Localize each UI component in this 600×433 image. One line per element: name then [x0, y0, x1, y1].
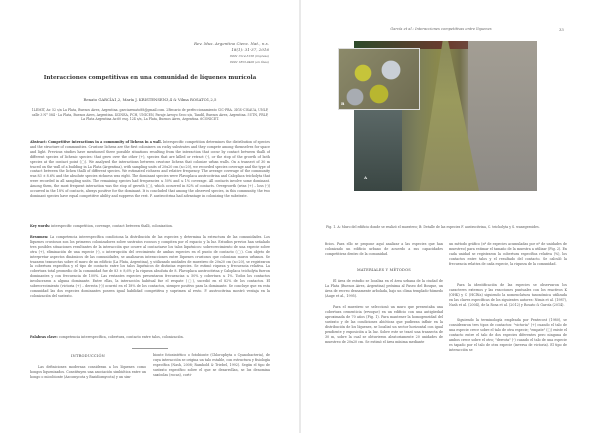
abstract-text: Interspecific competition determines the distribution of species and the structure of communities. Crustose lichens are the first colonizers on rocky substrates and they compete among themselves for space and light. Previous studies have mentioned three possible situations resulting from the interaction that occur by contact between thalli of different species of lichenic species: that grow over the other (+), species that are killed or retract (-), or the stop of the growth of both species at the contact point (□). We analyzed the interactions between crustose lichens that colonize urban walls. On a transect of 30 m traced on the wall of a building in La Plata (Argentina), with sampling units of 20x20 cm (n=20), we recorded species coverage and the type of contact between the lichen thalli of different species. We estimated richness and relative frequency. The average coverage of the community was 83 ± 8.6% and the absolute species richness was eight. The dominant species were Flavoplaca austrocitrina and Caloplaca teicholyta that were recorded in all sampling units. The remaining species had frequencies ≤ 50% and ≤ 1% coverage. All contacts involve some dominant. Among them, the most frequent interaction was the stop of growth (□), which occurred in 82% of contacts. Overgrowth (wins (+) – loss (-)) occurred in the 18% of contacts, always positive for the dominant. It is concluded that among the observed species, in this community, the two dominant species have equal competitive ability and suppress the rest. F. austrocitrina had advantage in colonizing the substrate. [30, 140, 270, 198]
figure-label-a: A [364, 175, 368, 180]
col2-p3: Siguiendo la terminología empleada por Pentecost (1980), se consideraron tres tipos de contactos: "victoria" (+) cuando el talo de una especie crece sobre el talo de otra especie; "empate" (□) existe el contacto entre el talo de dos especies diferentes pero ninguna de ambos crece sobre el otro; "derrota" (-) cuando el talo de una especie es tapado por el talo de otra especie (inversa de victoria). El tipo de interacción se [449, 318, 567, 352]
resumen-label: Resumen: [30, 235, 49, 239]
figure-building-side [354, 101, 402, 191]
running-head: García et al.: Interacciones competitivas entre líquenes [390, 27, 492, 31]
journal-name: Rev. Mus. Argentino Cienc. Nat., n.s. [194, 41, 269, 46]
col1-p2: El área de estudio se localiza en el área urbana de la ciudad de La Plata (Buenos Aires, Argentina) próxima al Paseo del Bosque, un área de recreo densamente arbolada, bajo un clima templado-húmedo (Auge et al., 1995). [325, 279, 443, 298]
page-number: 33 [559, 27, 564, 32]
palabras-text: competencia interespecífica, cobertura, contacto entre talos, colonización. [58, 335, 184, 339]
col2-p1: un método gráfico (nº de especies acumuladas por nº de unidades de muestreo) para estimar el tamaño de la muestra a utilizar (Fig. 2). En cada unidad se registraron la cobertura específica relativa (%), los contactos entre talos y el resultado del contacto. Se calculó la frecuencia relativa de cada especie, la riqueza de la comunidad. [449, 242, 567, 266]
keywords-text: interspecific competition, coverage, contact between thalli, colonization. [51, 224, 173, 228]
affiliations: 1LEMIT, Av. 52 s/n La Plata, Buenos Aires, Argentina. garciarenato88@gmail.com. 2Becario de perfeccionamiento CIC-PBA. 3IGS-CISAUA, UNLP, calle 3 N° 584 - La Plata, Buenos Aires, Argentina. 4CINEA, FCH, UNICEN, Paraje Arroyo Seco s/n, Tandil, Buenos Aires, Argentina. 5UTN, FRLP, La Plata Argentina Av.60 esq. 124 s/n, La Plata, Buenos Aires, Argentina. 6CONICET. [31, 108, 269, 122]
figure-1-inset-lichens [338, 48, 420, 110]
intro-col2: bionte fotosintético o fotobionte (Chlorophyta o Cyanobacteria), de cuya interacción se origina un talo estable, con estructura y fisiología específica (Nash, 2008; Ramhold & Triebel, 1992). Según el tipo de sustrato específico sobre el que se desarrollan, se los denomina saxícolas (rocas), corti- [153, 353, 270, 377]
col1-text: ficios. Para ello se propone aquí analizar a las especies que han colonizado un edificio urbano de acuerdo a sus capacidades competitivas dentro de la comunidad. [325, 242, 443, 256]
intro-heading: INTRODUCCIÓN [71, 354, 105, 358]
resumen [30, 235, 270, 319]
left-page [0, 0, 299, 433]
palabras-clave [30, 335, 270, 340]
authors: Renato GARCÍA1,2, María J. KRISTENSEN3,4 & Vilma ROSATO1,2,5 [83, 97, 217, 102]
resumen-text: La competencia interespecífica condiciona la distribución de las especies y determina la estructura de las comunidades. Los líquenes crustosos son los primeros colonizadores sobre sustratos rocosos y compiten por el espacio y la luz. Estudios previos han señalado tres posibles situaciones resultantes de la interacción que ocurre al contactarse los talos liquénicos: sobrecrecimiento de una especie sobre otra (+), eliminación de una especie (-), o interrupción del crecimiento de ambas especies en el punto de contacto (□). Con objeto de interpretar aspectos dinámicos de las comunidades, se analizaron interacciones entre líquenes crustosos que colonizan muros urbanos. Se trazaron transectas sobre el muro de un edificio (La Plata, Argentina), y utilizando unidades de muestreo de 20x20 cm (n=20), se registraron la cobertura específica y el tipo de contacto entre los talos liquénicos de distintas especies. Se estimó riqueza y frecuencia relativa. La cobertura total promedio de la comunidad fue de 83 ± 8,6% y la riqueza absoluta de 8. Flavoplaca austrocitrina y Caloplaca teicholyta fueron dominantes y con frecuencia de 100%. Las restantes especies presentaron frecuencias ≤ 50% y cobertura ≤ 1%. Todos los contactos involucraron a alguna dominante. Entre ellas, la interacción habitual fue el respate (□), sucedió en el 82% de los contactos. El sobrecrecimiento (victoria (+) – derrota (-)) ocurrió en el 18% de los contactos, siempre positivo para la dominante. Se concluye que en esta comunidad las dos especies dominantes poseen igual habilidad competitiva y suprimen al resto. F. austrocitrina mostró ventaja en la colonización del sustrato. [30, 235, 270, 298]
keywords-label: Key words: [30, 224, 51, 228]
col1-p3: Para el muestreo se seleccionó un muro que presentaba una cobertura cementicia (revoque) en un edificio con una antigüedad aproximada de 70 años (Fig. 1). Para mantener la homogeneidad del sustrato y de las condiciones abióticas que pudieran influir en la distribución de los líquenes, se localizó un sector horizontal con igual pendiente y exposición a la luz. Sobre este se trazó una transecta de 30 m, sobre la cual se obtuvieron aleatoriamente 20 unidades de muestreo de 20x20 cm. Se estimó el área mínima mediante [325, 305, 443, 344]
journal-volume: 18(1): 31-37, 2016 [231, 47, 269, 52]
issn-online: ISSN 1853-0400 (en línea) [230, 60, 269, 64]
abstract-label: Abstract: Competitive interactions in a community of lichens in a wall. [30, 140, 162, 144]
right-page [301, 0, 600, 433]
keywords [30, 224, 270, 229]
figure-caption: Fig. 1. A: Muro del edificio donde se realizó el muestreo; B: Detalle de las especies F. austrocitrina, C. teicholyta y S. wanegeroides. [326, 225, 540, 229]
figure-roof [468, 41, 537, 191]
methods-heading: MATERIALES Y MÉTODOS [357, 268, 411, 272]
article-title: Interacciones competitivas en una comunidad de líquenes murícola [43, 75, 257, 81]
palabras-label: Palabras clave: [30, 335, 58, 339]
intro-col1: Las definiciones modernas consideran a los líquenes como hongos liquenizados. Constituyen una asociación simbiótica entre un hongo o micobionte (Ascomycota y Basidiomycota) y un sim- [30, 365, 146, 379]
issn-print: ISSN 1514-5158 (impresa) [229, 54, 269, 58]
divider [132, 348, 168, 349]
col2-p2: Para la identificación de las especies se observaron los caracteres externos y las reacciones puntuales con los reactivos K (OHK) y C (HClNa) siguiendo la nomenclatura taxonómica utilizada en las claves específicas de los siguientes autores: Nimis et al. (1987), Nash et al. (2004), de la Rosa et al. (2012) y Rosato & García (2014). [449, 283, 567, 307]
figure-label-b: B [341, 101, 345, 106]
abstract [30, 140, 270, 219]
